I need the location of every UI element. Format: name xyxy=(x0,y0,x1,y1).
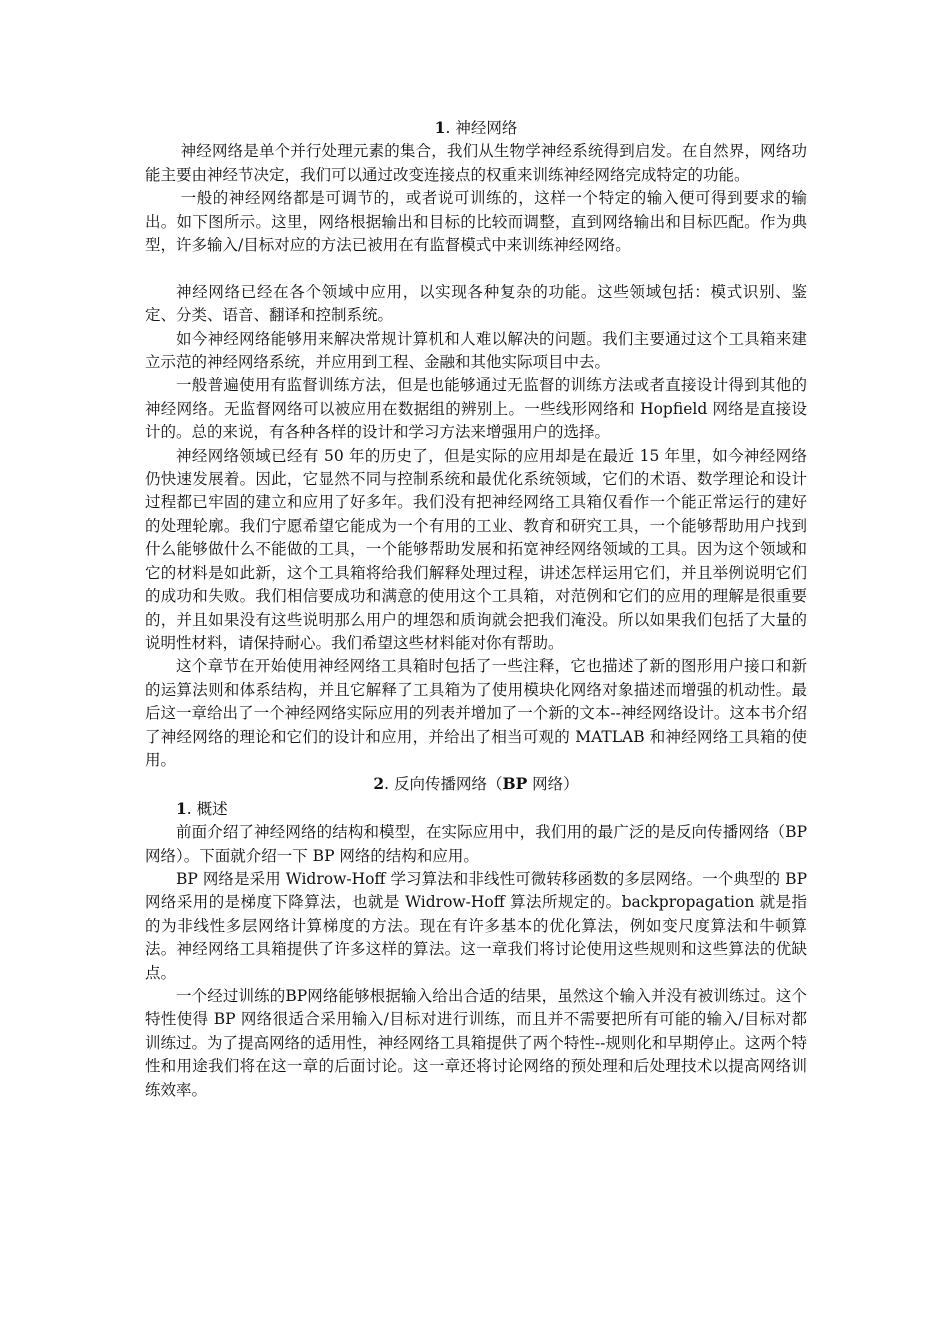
section2-sub-title: . 概述 xyxy=(186,799,228,818)
section2-paragraph-2: BP 网络是采用 Widrow-Hoff 学习算法和非线性可微转移函数的多层网络。一个典型的 BP 网络采用的是梯度下降算法，也就是 Widrow-Hoff 算法所规定的。backpropagation 就是指的为非线性多层网络计算梯度的方法。现在有许多基本的优化算法，例如变尺度算法和牛顿算法。神经网络工具箱提供了许多这样的算法。这一章我们将讨论使用这些规则和这些算法的优缺点。 xyxy=(145,869,807,982)
section1-paragraph-3: 神经网络已经在各个领域中应用，以实现各种复杂的功能。这些领域包括：模式识别、鉴定、分类、语音、翻译和控制系统。 xyxy=(145,282,807,325)
paragraph-spacer xyxy=(145,257,807,280)
section1-heading xyxy=(145,116,807,140)
section1-paragraph-6: 神经网络领域已经有 50 年的历史了，但是实际的应用却是在最近 15 年里，如今神经网络仍快速发展着。因此，它显然不同与控制系统和最优化系统领域，它们的术语、数学理论和设计过程都已牢固的建立和应用了好多年。我们没有把神经网络工具箱仅看作一个能正常运行的建好的处理轮廓。我们宁愿希望它能成为一个有用的工业、教育和研究工具，一个能够帮助用户找到什么能够做什么不能做的工具，一个能够帮助发展和拓宽神经网络领域的工具。因为这个领域和它的材料是如此新，这个工具箱将给我们解释处理过程，讲述怎样运用它们，并且举例说明它们的成功和失败。我们相信要成功和满意的使用这个工具箱，对范例和它们的应用的理解是很重要的，并且如果没有这些说明那么用户的埋怨和质询就会把我们淹没。所以如果我们包括了大量的说明性材料，请保持耐心。我们希望这些材料能对你有帮助。 xyxy=(145,446,807,652)
section1-paragraph-2: 一般的神经网络都是可调节的，或者说可训练的，这样一个特定的输入便可得到要求的输出。如下图所示。这里，网络根据输出和目标的比较而调整，直到网络输出和目标匹配。作为典型，许多输入/目标对应的方法已被用在有监督模式中来训练神经网络。 xyxy=(145,189,807,255)
section2-title-post: 网络） xyxy=(527,775,579,794)
section2-title-bp: BP xyxy=(502,774,528,794)
section2-number: 2 xyxy=(373,774,385,794)
section2-heading xyxy=(145,772,807,796)
section2-subheading xyxy=(145,797,807,821)
section1-paragraph-7: 这个章节在开始使用神经网络工具箱时包括了一些注释，它也描述了新的图形用户接口和新的运算法则和体系结构，并且它解释了工具箱为了使用模块化网络对象描述而增强的机动性。最后这一章给出了一个神经网络实际应用的列表并增加了一个新的文本--神经网络设计。这本书介绍了神经网络的理论和它们的设计和应用，并给出了相当可观的 MATLAB 和神经网络工具箱的使用。 xyxy=(145,657,807,769)
section2-paragraph-1: 前面介绍了神经网络的结构和模型，在实际应用中，我们用的最广泛的是反向传播网络（BP 网络）。下面就介绍一下 BP 网络的结构和应用。 xyxy=(145,823,807,865)
section1-paragraph-1: 神经网络是单个并行处理元素的集合，我们从生物学神经系统得到启发。在自然界，网络功能主要由神经节决定，我们可以通过改变连接点的权重来训练神经网络完成特定的功能。 xyxy=(145,142,807,184)
section1-number: 1 xyxy=(434,118,446,137)
document-page xyxy=(145,116,807,1102)
section1-title: . 神经网络 xyxy=(445,119,518,137)
section2-title-pre: . 反向传播网络（ xyxy=(384,775,503,794)
section1-paragraph-4: 如今神经网络能够用来解决常规计算机和人难以解决的问题。我们主要通过这个工具箱来建立示范的神经网络系统，并应用到工程、金融和其他实际项目中去。 xyxy=(145,329,807,372)
section1-paragraph-5: 一般普遍使用有监督训练方法，但是也能够通过无监督的训练方法或者直接设计得到其他的神经网络。无监督网络可以被应用在数据组的辨别上。一些线形网络和 Hopfield 网络是直接设计的。总的来说，有各种各样的设计和学习方法来增强用户的选择。 xyxy=(145,376,807,442)
section2-paragraph-3: 一个经过训练的BP网络能够根据输入给出合适的结果，虽然这个输入并没有被训练过。这个特性使得 BP 网络很适合采用输入/目标对进行训练，而且并不需要把所有可能的输入/目标对都训练过。为了提高网络的适用性，神经网络工具箱提供了两个特性--规则化和早期停止。这两个特性和用途我们将在这一章的后面讨论。这一章还将讨论网络的预处理和后处理技术以提高网络训练效率。 xyxy=(145,987,807,1099)
section2-sub-number: 1 xyxy=(176,798,187,818)
